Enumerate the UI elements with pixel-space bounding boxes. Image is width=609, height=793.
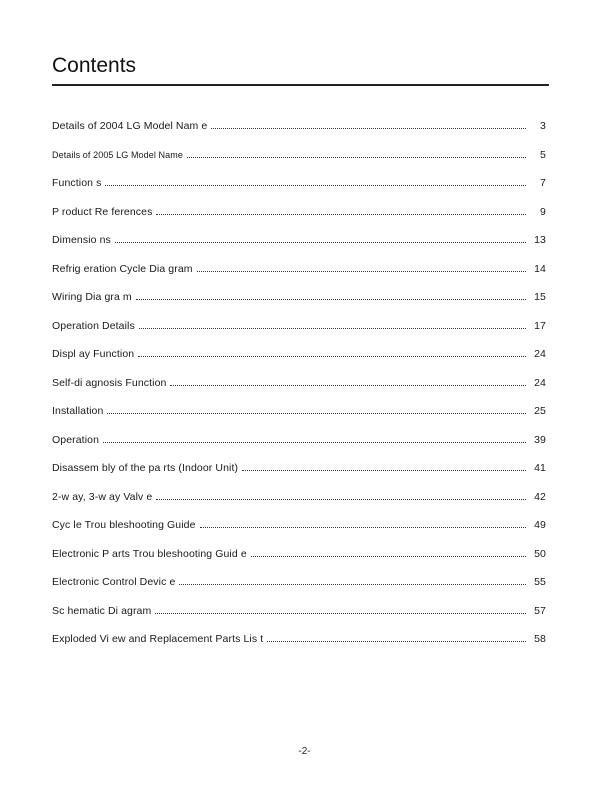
toc-entry[interactable] xyxy=(52,204,546,233)
toc-leader-dots xyxy=(103,432,526,443)
toc-entry-label: Refrig eration Cycle Dia gram xyxy=(52,262,193,275)
toc-entry[interactable] xyxy=(52,460,546,489)
toc-leader-dots xyxy=(179,574,526,585)
toc-entry-label: Electronic P arts Trou bleshooting Guid e xyxy=(52,547,247,560)
toc-entry-label: Displ ay Function xyxy=(52,348,135,360)
toc-leader-dots xyxy=(211,118,526,129)
toc-leader-dots xyxy=(115,232,526,243)
toc-leader-dots xyxy=(197,261,526,272)
toc-entry-page: 24 xyxy=(534,376,546,389)
toc-entry[interactable] xyxy=(52,603,546,632)
toc-leader-dots xyxy=(170,375,526,386)
toc-entry[interactable] xyxy=(52,147,546,176)
toc-leader-dots xyxy=(105,175,526,186)
toc-entry-label: 2-w ay, 3-w ay Valv e xyxy=(52,490,153,503)
toc-entry[interactable] xyxy=(52,318,546,347)
toc-entry-page: 55 xyxy=(534,576,546,588)
toc-entry[interactable] xyxy=(52,631,546,660)
toc-entry-label: Operation Details xyxy=(52,319,135,332)
toc-entry-label: P roduct Re ferences xyxy=(52,205,153,218)
toc-entry-page: 57 xyxy=(534,604,546,617)
toc-leader-dots xyxy=(156,204,526,215)
toc-leader-dots xyxy=(200,517,526,528)
toc-entry-page: 3 xyxy=(540,120,546,132)
toc-entry-page: 9 xyxy=(540,205,546,218)
toc-entry-label: Function s xyxy=(52,177,102,189)
toc-entry[interactable] xyxy=(52,175,546,204)
toc-entry-page: 15 xyxy=(534,291,546,303)
toc-entry-page: 13 xyxy=(534,234,546,246)
toc-entry[interactable] xyxy=(52,403,546,432)
toc-leader-dots xyxy=(138,346,526,357)
toc-entry-page: 24 xyxy=(534,348,546,360)
toc-entry[interactable] xyxy=(52,261,546,290)
table-of-contents xyxy=(52,118,546,660)
toc-leader-dots xyxy=(242,460,526,471)
toc-entry[interactable] xyxy=(52,517,546,546)
toc-entry-label: Electronic Control Devic e xyxy=(52,576,176,588)
toc-leader-dots xyxy=(267,631,526,642)
toc-entry-page: 58 xyxy=(534,633,546,645)
toc-entry-page: 39 xyxy=(534,433,546,446)
toc-leader-dots xyxy=(187,147,526,158)
toc-entry-page: 25 xyxy=(534,405,546,417)
toc-leader-dots xyxy=(251,546,526,557)
toc-entry-label: Disassem bly of the pa rts (Indoor Unit) xyxy=(52,462,239,474)
toc-entry[interactable] xyxy=(52,574,546,603)
toc-leader-dots xyxy=(136,289,526,300)
toc-entry-page: 17 xyxy=(534,319,546,332)
toc-entry-label: Cyc le Trou bleshooting Guide xyxy=(52,519,196,531)
toc-entry[interactable] xyxy=(52,432,546,461)
toc-entry[interactable] xyxy=(52,375,546,404)
toc-entry[interactable] xyxy=(52,346,546,375)
toc-entry-page: 7 xyxy=(540,177,546,189)
toc-entry[interactable] xyxy=(52,546,546,575)
toc-entry-page: 5 xyxy=(540,148,546,161)
toc-entry-label: Wiring Dia gra m xyxy=(52,291,132,303)
toc-entry[interactable] xyxy=(52,289,546,318)
toc-entry[interactable] xyxy=(52,118,546,147)
title-divider xyxy=(52,84,549,86)
toc-leader-dots xyxy=(107,403,526,414)
toc-leader-dots xyxy=(139,318,526,329)
toc-entry-label: Sc hematic Di agram xyxy=(52,604,152,617)
page-number: -2- xyxy=(298,746,311,757)
toc-entry[interactable] xyxy=(52,232,546,261)
page-title: Contents xyxy=(52,54,137,77)
toc-entry-label: Details of 2004 LG Model Nam e xyxy=(52,120,208,132)
toc-entry-page: 49 xyxy=(534,519,546,531)
toc-leader-dots xyxy=(156,489,526,500)
toc-entry-page: 14 xyxy=(534,262,546,275)
toc-entry-page: 41 xyxy=(534,462,546,474)
toc-entry-page: 50 xyxy=(534,547,546,560)
toc-entry-label: Operation xyxy=(52,433,100,446)
toc-entry-label: Exploded Vi ew and Replacement Parts Lis t xyxy=(52,633,264,645)
toc-entry[interactable] xyxy=(52,489,546,518)
toc-leader-dots xyxy=(155,603,526,614)
toc-entry-label: Self-di agnosis Function xyxy=(52,376,167,389)
toc-entry-page: 42 xyxy=(534,490,546,503)
toc-entry-label: Details of 2005 LG Model Name xyxy=(52,149,183,160)
toc-entry-label: Dimensio ns xyxy=(52,234,111,246)
toc-entry-label: Installation xyxy=(52,405,104,417)
